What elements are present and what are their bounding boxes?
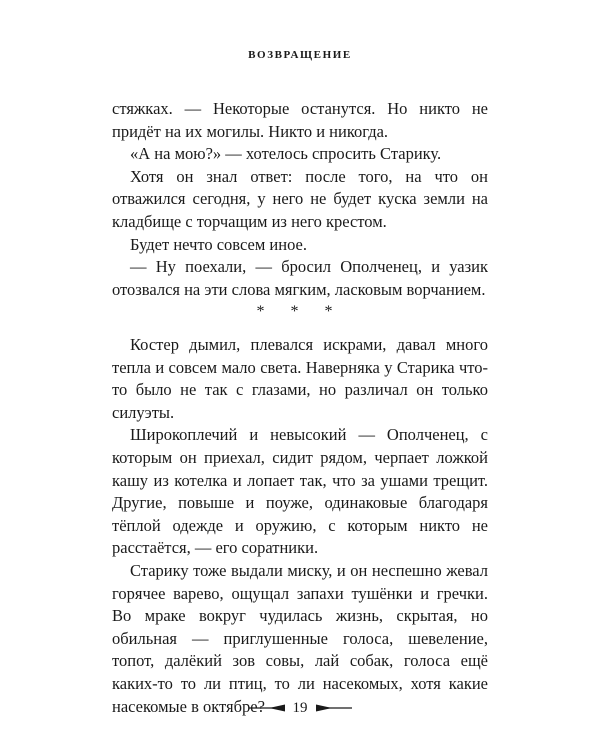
paragraph: Костер дымил, плевался искрами, давал много тепла и совсем мало света. Наверняка у Старика что-то было не так с глазами, но различал он только силуэты. xyxy=(112,335,488,422)
paragraph: — Ну поехали, — бросил Ополченец, и уазик отозвался на эти слова мягким, ласковым ворчанием. xyxy=(112,257,488,299)
page-number: 19 xyxy=(292,700,308,716)
paragraph: Хотя он знал ответ: после того, на что он отважился сегодня, у него не будет куска земли на кладбище с торчащим из него крестом. xyxy=(112,166,488,231)
right-arrow-ornament-icon xyxy=(316,703,352,713)
paragraph: Старику тоже выдали миску, и он неспешно жевал горячее варево, ощущал запахи тушёнки и гречки. Во мраке вокруг чудилась жизнь, скрытая, но обильная — приглушенные голоса, шевеление, топот, далёкий зов совы, лай собак, голоса ещё каких-то то ли птиц, то ли насекомых, хотя какие насекомые в октябре? xyxy=(112,560,488,716)
page-footer xyxy=(0,699,600,717)
paragraph: «А на мою?» — хотелось спросить Старику. xyxy=(130,144,442,164)
section-separator: * * * xyxy=(256,303,344,320)
paragraph: стяжках. — Некоторые останутся. Но никто не придёт на их могилы. Никто и никогда. xyxy=(112,99,488,141)
text-block-top xyxy=(112,98,488,301)
left-arrow-ornament-icon xyxy=(249,703,285,713)
running-head: ВОЗВРАЩЕНИЕ xyxy=(248,49,352,61)
paragraph: Широкоплечий и невысокий — Ополченец, с которым он приехал, сидит рядом, черпает ложкой кашу из котелка и лопает так, что за ушами трещит. Другие, повыше и поуже, одинаковые благодаря тёплой одежде и оружию, с которым никто не расстаётся, — его соратники. xyxy=(112,425,488,558)
text-block-bottom xyxy=(112,334,488,718)
paragraph: Будет нечто совсем иное. xyxy=(130,234,307,254)
